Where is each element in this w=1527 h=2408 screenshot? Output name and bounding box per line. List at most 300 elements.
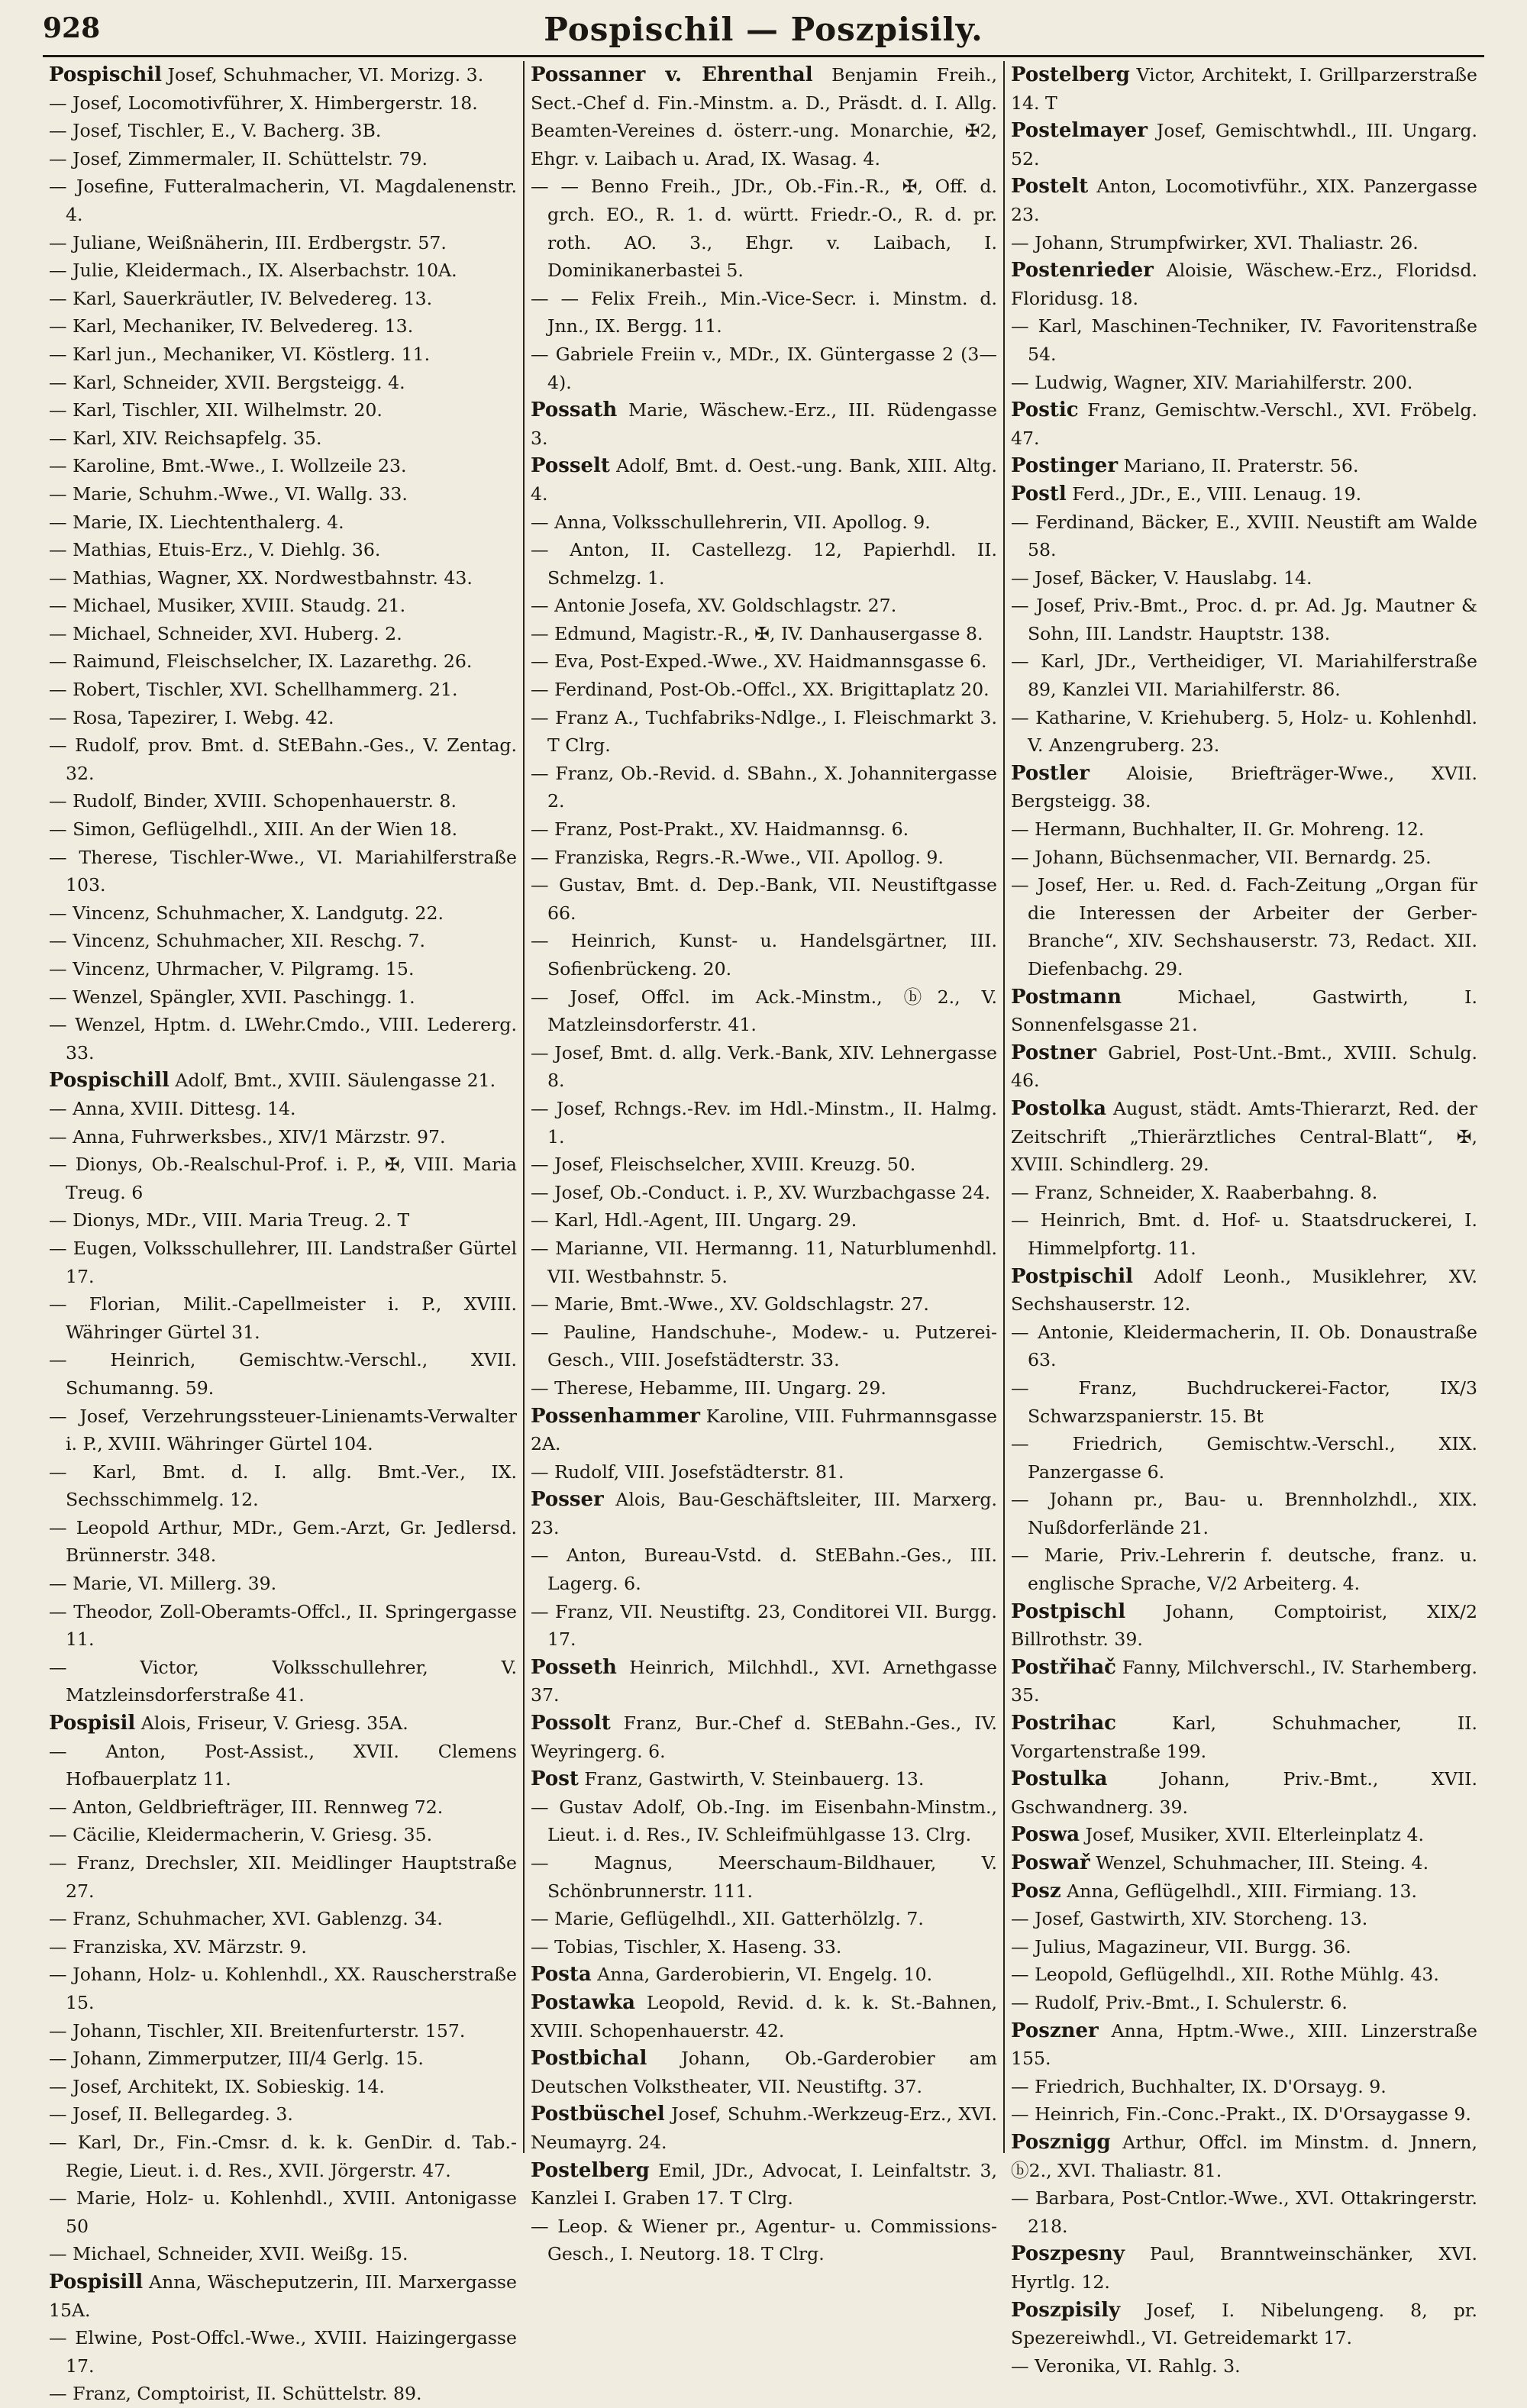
column-right <box>1003 61 1483 2377</box>
entry-text: — Therese, Tischler-Wwe., VI. Mariahilferstraße 103. <box>49 846 517 896</box>
directory-entry <box>531 508 997 537</box>
entry-text: — Dionys, MDr., VIII. Maria Treug. 2. T <box>49 1209 410 1231</box>
surname: Poswa <box>1011 1823 1080 1847</box>
entry-text: Johann, Ob.-Garderobier am Deutschen Volkstheater, VII. Neustiftg. 37. <box>531 2048 997 2097</box>
entry-text: Josef, Musiker, XVII. Elterleinplatz 4. <box>1080 1824 1424 1846</box>
entry-text: Karoline, VIII. Fuhrmannsgasse 2A. <box>531 1405 997 1455</box>
entry-text: Anna, Hptm.-Wwe., XIII. Linzerstraße 155. <box>1011 2019 1477 2070</box>
entry-text: Anna, Garderobierin, VI. Engelg. 10. <box>591 1964 933 1986</box>
header-rule <box>43 55 1484 57</box>
entry-text: — Josef, Zimmermaler, II. Schüttelstr. 79. <box>49 147 428 169</box>
surname: Postic <box>1011 399 1079 422</box>
directory-entry <box>49 1849 517 1905</box>
surname: Postbichal <box>531 2047 647 2071</box>
entry-text: — Juliane, Weißnäherin, III. Erdbergstr. 57. <box>49 231 447 253</box>
directory-entry <box>531 173 997 284</box>
surname: Postelberg <box>531 2158 650 2182</box>
entry-text: — Franziska, Regrs.-R.-Wwe., VII. Apollog. 9. <box>531 846 944 868</box>
entry-text: Marie, Wäschew.-Erz., III. Rüdengasse 3. <box>531 399 997 449</box>
entry-text: — Marie, IX. Liechtenthalerg. 4. <box>49 511 344 533</box>
entry-text: — Wenzel, Spängler, XVII. Paschingg. 1. <box>49 986 415 1008</box>
directory-entry <box>531 676 997 704</box>
directory-entry <box>49 1346 517 1402</box>
surname-entry <box>49 61 517 89</box>
entry-text: Josef, Schuhm.-Werkzeug-Erz., XVI. Neumayrg. 24. <box>531 2103 997 2153</box>
directory-entry <box>49 1151 517 1206</box>
directory-entry <box>531 647 997 676</box>
surname: Pospisil <box>49 1712 136 1735</box>
entry-text: Adolf, Bmt. d. Oest.-ung. Bank, XIII. Altg. 4. <box>531 455 997 505</box>
entry-text: — Hermann, Buchhalter, II. Gr. Mohreng. 12. <box>1011 818 1425 841</box>
surname-entry <box>531 1961 997 1989</box>
surname-entry <box>531 1654 997 1709</box>
surname: Postpischil <box>1011 1264 1134 1288</box>
directory-entry <box>531 871 997 927</box>
entry-text: — Gustav, Bmt. d. Dep.-Bank, VII. Neustiftgasse 66. <box>531 874 997 924</box>
surname: Pospisill <box>49 2270 144 2293</box>
entry-text: — Vincenz, Schuhmacher, X. Landgutg. 22. <box>49 902 444 924</box>
entry-text: — Josef, Architekt, IX. Sobieskig. 14. <box>49 2075 385 2097</box>
directory-entry <box>49 1403 517 1458</box>
directory-entry <box>49 145 517 173</box>
entry-text: — Mathias, Wagner, XX. Nordwestbahnstr. 43. <box>49 566 473 589</box>
surname-entry <box>1011 1765 1477 1821</box>
entry-text: — Rosa, Tapezirer, I. Webg. 42. <box>49 706 334 728</box>
directory-entry <box>49 1821 517 1849</box>
entry-text: — Josef, Locomotivführer, X. Himbergerstr. 18. <box>49 92 478 114</box>
directory-entry <box>531 1095 997 1151</box>
surname-entry <box>531 396 997 452</box>
directory-entry <box>531 1374 997 1403</box>
directory-entry <box>49 1290 517 1346</box>
entry-text: Franz, Bur.-Chef d. StEBahn.-Ges., IV. Weyringerg. 6. <box>531 1712 997 1762</box>
entry-text: — Karl, Sauerkräutler, IV. Belvedereg. 13. <box>49 287 433 309</box>
entry-text: — Johann, Zimmerputzer, III/4 Gerlg. 15. <box>49 2048 424 2070</box>
entry-text: Adolf Leonh., Musiklehrer, XV. Sechshauserstr. 12. <box>1011 1265 1477 1315</box>
entry-text: — Julie, Kleidermach., IX. Alserbachstr. 10A. <box>49 260 457 282</box>
directory-entry <box>531 1206 997 1235</box>
directory-entry <box>1011 647 1477 703</box>
directory-entry <box>531 1319 997 1374</box>
surname-entry <box>531 2045 997 2100</box>
directory-entry <box>1011 2184 1477 2240</box>
directory-entry <box>49 2324 517 2380</box>
entry-text: — Franz, Post-Prakt., XV. Haidmannsg. 6. <box>531 818 909 841</box>
directory-entry <box>49 2129 517 2184</box>
directory-entry <box>531 620 997 648</box>
entry-text: — Karl, Maschinen-Techniker, IV. Favoritenstraße 54. <box>1011 315 1477 365</box>
surname-entry <box>531 1709 997 1765</box>
surname-entry <box>1011 1598 1477 1654</box>
directory-entry <box>531 844 997 872</box>
entry-text: Fanny, Milchverschl., IV. Starhemberg. 35. <box>1011 1656 1477 1706</box>
entry-text: — Franziska, XV. Märzstr. 9. <box>49 1935 307 1958</box>
entry-text: — Franz, Ob.-Revid. d. SBahn., X. Johannitergasse 2. <box>531 762 997 812</box>
surname-entry <box>1011 1039 1477 1095</box>
surname: Postinger <box>1011 454 1119 478</box>
directory-entry <box>1011 1905 1477 1933</box>
directory-entry <box>1011 2073 1477 2101</box>
directory-entry <box>49 1123 517 1151</box>
directory-entry <box>49 2073 517 2101</box>
entry-text: — Dionys, Ob.-Realschul-Prof. i. P., ✠, VIII. Maria Treug. 6 <box>49 1154 517 1203</box>
directory-entry <box>531 536 997 592</box>
entry-text: Karl, Schuhmacher, II. Vorgartenstraße 199. <box>1011 1712 1477 1762</box>
directory-entry <box>1011 592 1477 647</box>
entry-text: — Franz, Comptoirist, II. Schüttelstr. 89. <box>49 2383 422 2405</box>
directory-entry <box>531 1039 997 1095</box>
entry-text: Aloisie, Briefträger-Wwe., XVII. Bergsteigg. 38. <box>1011 762 1477 812</box>
directory-entry <box>531 760 997 815</box>
surname-entry <box>1011 2297 1477 2352</box>
entry-text: — Pauline, Handschuhe-, Modew.- u. Putzerei-Gesch., VIII. Josefstädterstr. 33. <box>531 1321 997 1371</box>
surname-entry <box>1011 1821 1477 1849</box>
entry-text: Alois, Friseur, V. Griesg. 35A. <box>135 1712 408 1735</box>
surname-entry <box>49 1067 517 1095</box>
surname-entry <box>1011 2129 1477 2184</box>
entry-text: — Leopold, Geflügelhdl., XII. Rothe Mühlg. 43. <box>1011 1964 1439 1986</box>
directory-entry <box>531 983 997 1039</box>
entry-text: Paul, Branntweinschänker, XVI. Hyrtlg. 12. <box>1011 2243 1477 2293</box>
directory-entry <box>49 2380 517 2408</box>
column-left <box>43 61 523 2405</box>
entry-text: Ferd., JDr., E., VIII. Lenaug. 19. <box>1066 483 1362 505</box>
directory-entry <box>49 564 517 592</box>
entry-text: — Karl, Mechaniker, IV. Belvedereg. 13. <box>49 315 414 337</box>
entry-text: — Eugen, Volksschullehrer, III. Landstraßer Gürtel 17. <box>49 1237 517 1287</box>
entry-text: — Tobias, Tischler, X. Haseng. 33. <box>531 1935 842 1958</box>
directory-entry <box>49 1458 517 1514</box>
surname: Postbüschel <box>531 2103 665 2126</box>
surname: Postl <box>1011 482 1067 505</box>
directory-entry <box>531 1541 997 1597</box>
entry-text: — Heinrich, Fin.-Conc.-Prakt., IX. D'Orsaygasse 9. <box>1011 2103 1471 2126</box>
directory-entry <box>49 2184 517 2240</box>
entry-text: — Anton, Bureau-Vstd. d. StEBahn.-Ges., III. Lagerg. 6. <box>531 1545 997 1595</box>
directory-entry <box>531 1598 997 1654</box>
directory-entry <box>49 508 517 537</box>
entry-text: — Simon, Geflügelhdl., XIII. An der Wien 18. <box>49 818 458 841</box>
entry-text: Johann, Comptoirist, XIX/2 Billrothstr. 39. <box>1011 1600 1477 1651</box>
directory-entry <box>49 676 517 704</box>
entry-text: — Wenzel, Hptm. d. LWehr.Cmdo., VIII. Ledererg. 33. <box>49 1014 517 1064</box>
directory-entry <box>1011 1989 1477 2017</box>
page-header <box>43 11 1484 53</box>
entry-text: Benjamin Freih., Sect.-Chef d. Fin.-Minstm. a. D., Präsdt. d. I. Allg. Beamten-Vereines d. österr.-ung. Monarchie, ✠2, Ehgr. v. Laibach u. Arad, IX. Wasag. 4. <box>531 64 997 169</box>
surname-entry <box>1011 257 1477 312</box>
entry-text: — Friedrich, Gemischtw.-Verschl., XIX. Panzergasse 6. <box>1011 1433 1477 1483</box>
entry-text: — Barbara, Post-Cntlor.-Wwe., XVI. Ottakringerstr. 218. <box>1011 2187 1477 2237</box>
directory-entry <box>49 424 517 453</box>
directory-entry <box>49 844 517 899</box>
entry-text: — Robert, Tischler, XVI. Schellhammerg. 21. <box>49 679 458 701</box>
directory-entry <box>49 480 517 508</box>
directory-entry <box>1011 1961 1477 1989</box>
entry-text: — Rudolf, prov. Bmt. d. StEBahn.-Ges., V. Zentag. 32. <box>49 734 517 784</box>
entry-text: — Magnus, Meerschaum-Bildhauer, V. Schönbrunnerstr. 111. <box>531 1852 997 1902</box>
entry-text: — Franz, Schuhmacher, XVI. Gablenzg. 34. <box>49 1908 443 1930</box>
surname-entry <box>1011 480 1477 508</box>
directory-entry <box>49 1905 517 1933</box>
entry-text: — Karoline, Bmt.-Wwe., I. Wollzeile 23. <box>49 455 407 477</box>
directory-entry <box>49 2240 517 2268</box>
directory-entry <box>1011 508 1477 564</box>
directory-entry <box>49 312 517 341</box>
entry-text: Mariano, II. Praterstr. 56. <box>1118 455 1359 477</box>
surname: Posznigg <box>1011 2130 1111 2154</box>
directory-entry <box>49 1570 517 1598</box>
surname-entry <box>531 1403 997 1458</box>
entry-text: — Karl, Dr., Fin.-Cmsr. d. k. k. GenDir. d. Tab.-Regie, Lieut. i. d. Res., XVII. Jörgerstr. 47. <box>49 2131 517 2181</box>
entry-text: — Josef, Ob.-Conduct. i. P., XV. Wurzbachgasse 24. <box>531 1181 991 1203</box>
entry-text: — Michael, Musiker, XVIII. Staudg. 21. <box>49 595 406 617</box>
directory-entry <box>49 1793 517 1822</box>
surname: Posselt <box>531 454 610 478</box>
directory-entry <box>531 1849 997 1905</box>
directory-entry <box>531 1151 997 1179</box>
surname: Post <box>531 1767 579 1791</box>
surname-entry <box>1011 2240 1477 2296</box>
surname: Postelt <box>1011 175 1089 199</box>
directory-entry <box>49 1598 517 1654</box>
entry-text: — Marie, Schuhm.-Wwe., VI. Wallg. 33. <box>49 483 408 505</box>
directory-entry <box>1011 1374 1477 1430</box>
directory-entry <box>1011 815 1477 844</box>
entry-text: — — Felix Freih., Min.-Vice-Secr. i. Minstm. d. Jnn., IX. Bergg. 11. <box>531 287 997 337</box>
entry-text: Emil, JDr., Advocat, I. Leinfaltstr. 3, Kanzlei I. Graben 17. T Clrg. <box>531 2159 997 2209</box>
entry-text: Wenzel, Schuhmacher, III. Steing. 4. <box>1090 1852 1429 1874</box>
directory-entry <box>49 620 517 648</box>
entry-text: — Anna, XVIII. Dittesg. 14. <box>49 1097 296 1119</box>
entry-text: — Josef, Gastwirth, XIV. Storcheng. 13. <box>1011 1908 1368 1930</box>
entry-text: — Cäcilie, Kleidermacherin, V. Griesg. 35. <box>49 1824 433 1846</box>
surname-entry <box>49 2268 517 2324</box>
entry-text: Heinrich, Milchhdl., XVI. Arnethgasse 37. <box>531 1656 997 1706</box>
surname: Postmann <box>1011 985 1122 1009</box>
entry-text: Johann, Priv.-Bmt., XVII. Gschwandnerg. 39. <box>1011 1768 1477 1818</box>
directory-entry <box>1011 2100 1477 2129</box>
directory-entry <box>531 2213 997 2268</box>
entry-text: — Franz A., Tuchfabriks-Ndlge., I. Fleischmarkt 3. T Clrg. <box>531 706 997 757</box>
entry-text: — Johann, Büchsenmacher, VII. Bernardg. 25. <box>1011 846 1432 868</box>
surname: Poszpesny <box>1011 2242 1125 2266</box>
directory-entry <box>531 1235 997 1290</box>
entry-text: — Josef, II. Bellegardeg. 3. <box>49 2103 293 2126</box>
surname-entry <box>1011 2017 1477 2073</box>
entry-text: — Josef, Priv.-Bmt., Proc. d. pr. Ad. Jg. Mautner & Sohn, III. Landstr. Hauptstr. 138. <box>1011 595 1477 644</box>
directory-entry <box>1011 871 1477 983</box>
surname: Posz <box>1011 1879 1061 1903</box>
surname: Postrihac <box>1011 1712 1116 1735</box>
entry-text: — Antonie Josefa, XV. Goldschlagstr. 27. <box>531 595 897 617</box>
surname: Postulka <box>1011 1767 1108 1791</box>
surname-entry <box>531 1765 997 1793</box>
directory-entry <box>49 1206 517 1235</box>
surname-entry <box>531 61 997 173</box>
surname: Possath <box>531 399 618 422</box>
entry-text: — Edmund, Magistr.-R., ✠, IV. Danhausergasse 8. <box>531 622 983 644</box>
surname: Postler <box>1011 761 1090 785</box>
entry-text: — Rudolf, VIII. Josefstädterstr. 81. <box>531 1461 844 1483</box>
running-head: Pospischil — Poszpisily. <box>544 11 983 48</box>
entry-text: — Vincenz, Schuhmacher, XII. Reschg. 7. <box>49 930 426 952</box>
entry-text: — Karl, Tischler, XII. Wilhelmstr. 20. <box>49 399 383 421</box>
entry-text: — Marie, Holz- u. Kohlenhdl., XVIII. Antonigasse 50 <box>49 2187 517 2237</box>
surname-entry <box>531 1989 997 2045</box>
directory-entry <box>49 1738 517 1793</box>
entry-text: — Johann pr., Bau- u. Brennholzhdl., XIX. Nußdorferlände 21. <box>1011 1489 1477 1538</box>
directory-entry <box>49 341 517 369</box>
directory-entry <box>49 899 517 928</box>
directory-entry <box>1011 1179 1477 1207</box>
directory-entry <box>49 452 517 480</box>
entry-text: — Antonie, Kleidermacherin, II. Ob. Donaustraße 63. <box>1011 1321 1477 1371</box>
directory-entry <box>49 927 517 955</box>
directory-entry <box>49 257 517 285</box>
surname-entry <box>531 2157 997 2213</box>
directory-entry <box>49 1961 517 2016</box>
entry-text: — Mathias, Etuis-Erz., V. Diehlg. 36. <box>49 539 381 561</box>
entry-text: — Julius, Magazineur, VII. Burgg. 36. <box>1011 1935 1351 1958</box>
entry-text: — Gabriele Freiin v., MDr., IX. Güntergasse 2 (3—4). <box>531 343 997 393</box>
entry-text: — Friedrich, Buchhalter, IX. D'Orsayg. 9. <box>1011 2075 1387 2097</box>
directory-entry <box>49 1654 517 1709</box>
surname: Postřihač <box>1011 1655 1116 1679</box>
entry-text: Anna, Geflügelhdl., XIII. Firmiang. 13. <box>1061 1880 1418 1902</box>
directory-entry <box>531 1179 997 1207</box>
directory-entry <box>49 2017 517 2045</box>
entry-text: — Josef, Offcl. im Ack.-Minstm., ⓑ2., V. Matzleinsdorferstr. 41. <box>531 986 997 1036</box>
entry-text: — Karl, Bmt. d. I. allg. Bmt.-Ver., IX. Sechsschimmelg. 12. <box>49 1461 517 1511</box>
directory-entry <box>1011 1541 1477 1597</box>
surname-entry <box>1011 61 1477 117</box>
surname-entry <box>1011 396 1477 452</box>
entry-text: Josef, Gemischtwhdl., III. Ungarg. 52. <box>1011 120 1477 169</box>
surname-entry <box>1011 117 1477 173</box>
surname: Postpischl <box>1011 1599 1126 1623</box>
entry-text: — Johann, Holz- u. Kohlenhdl., XX. Rauscherstraße 15. <box>49 1964 517 2013</box>
entry-text: — Rudolf, Priv.-Bmt., I. Schulerstr. 6. <box>1011 1991 1348 2013</box>
surname-entry <box>1011 1654 1477 1709</box>
entry-text: — Katharine, V. Kriehuberg. 5, Holz- u. Kohlenhdl. V. Anzengruberg. 23. <box>1011 706 1477 757</box>
directory-entry <box>49 89 517 118</box>
entry-text: — Anna, Fuhrwerksbes., XIV/1 Märzstr. 97. <box>49 1125 446 1148</box>
directory-entry <box>49 396 517 424</box>
surname: Postner <box>1011 1041 1096 1064</box>
directory-entry <box>49 815 517 844</box>
directory-entry <box>531 815 997 844</box>
surname-entry <box>1011 1849 1477 1877</box>
directory-entry <box>1011 1206 1477 1262</box>
entry-text: — Ludwig, Wagner, XIV. Mariahilferstr. 200. <box>1011 371 1413 393</box>
directory-entry <box>49 229 517 257</box>
entry-text: August, städt. Amts-Thierarzt, Red. der Zeitschrift „Thierärztliches Central-Blatt“, ✠, XVIII. Schindlerg. 29. <box>1011 1097 1477 1176</box>
column-middle <box>523 61 1003 2265</box>
directory-entry <box>49 1514 517 1570</box>
entry-text: — Heinrich, Bmt. d. Hof- u. Staatsdruckerei, I. Himmelpfortg. 11. <box>1011 1209 1477 1259</box>
entry-text: — Karl jun., Mechaniker, VI. Köstlerg. 11. <box>49 343 431 365</box>
directory-entry <box>49 369 517 397</box>
entry-text: — Elwine, Post-Offcl.-Wwe., XVIII. Haizingergasse 17. <box>49 2327 517 2377</box>
directory-entry <box>531 1793 997 1849</box>
directory-entry <box>49 173 517 228</box>
directory-entry <box>49 704 517 732</box>
directory-entry <box>1011 2352 1477 2381</box>
directory-entry <box>49 1235 517 1290</box>
entry-text: — Josef, Fleischselcher, XVIII. Kreuzg. 50. <box>531 1154 916 1176</box>
surname: Possolt <box>531 1712 611 1735</box>
entry-text: Adolf, Bmt., XVIII. Säulengasse 21. <box>169 1070 496 1092</box>
directory-entry <box>49 536 517 564</box>
directory-entry <box>531 1933 997 1961</box>
surname: Postelmayer <box>1011 119 1148 143</box>
entry-text: — Franz, VII. Neustiftg. 23, Conditorei VII. Burgg. 17. <box>531 1600 997 1651</box>
entry-text: — Marie, Bmt.-Wwe., XV. Goldschlagstr. 27. <box>531 1293 929 1315</box>
entry-text: — Therese, Hebamme, III. Ungarg. 29. <box>531 1377 886 1399</box>
surname: Postawka <box>531 1990 635 2014</box>
entry-text: — Franz, Buchdruckerei-Factor, IX/3 Schwarzspanierstr. 15. Bt <box>1011 1377 1477 1427</box>
directory-entry <box>49 2045 517 2073</box>
directory-entry <box>1011 312 1477 368</box>
directory-entry <box>49 983 517 1012</box>
directory-entry <box>1011 1933 1477 1961</box>
entry-text: — Anton, Post-Assist., XVII. Clemens Hofbauerplatz 11. <box>49 1740 517 1790</box>
surname-entry <box>1011 983 1477 1039</box>
entry-text: — Anton, Geldbriefträger, III. Rennweg 72. <box>49 1796 444 1818</box>
entry-text: — Leop. & Wiener pr., Agentur- u. Commissions-Gesch., I. Neutorg. 18. T Clrg. <box>531 2215 997 2265</box>
directory-entry <box>1011 1319 1477 1374</box>
entry-text: — Rudolf, Binder, XVIII. Schopenhauerstr. 8. <box>49 790 457 812</box>
surname: Postolka <box>1011 1096 1106 1120</box>
entry-text: — Raimund, Fleischselcher, IX. Lazarethg. 26. <box>49 650 473 673</box>
directory-entry <box>531 1290 997 1319</box>
directory-entry <box>49 647 517 676</box>
directory-entry <box>49 285 517 313</box>
surname: Poswař <box>1011 1851 1090 1874</box>
directory-entry <box>531 1905 997 1933</box>
directory-entry <box>49 1011 517 1067</box>
entry-text: — Josef, Tischler, E., V. Bacherg. 3B. <box>49 120 382 142</box>
entry-text: — Josef, Bäcker, V. Hauslabg. 14. <box>1011 566 1312 589</box>
directory-entry <box>1011 369 1477 397</box>
entry-text: — Josef, Her. u. Red. d. Fach-Zeitung „Organ für die Interessen der Arbeiter der Gerber-Branche“, XIV. Sechshauserstr. 73, Redact. XII. Diefenbachg. 29. <box>1011 874 1477 980</box>
surname: Pospischill <box>49 1069 169 1093</box>
surname: Postelberg <box>1011 63 1130 86</box>
entry-text: — Michael, Schneider, XVII. Weißg. 15. <box>49 2243 408 2265</box>
entry-text: — Florian, Milit.-Capellmeister i. P., XVIII. Währinger Gürtel 31. <box>49 1293 517 1343</box>
entry-text: — Theodor, Zoll-Oberamts-Offcl., II. Springergasse 11. <box>49 1600 517 1651</box>
entry-text: — Eva, Post-Exped.-Wwe., XV. Haidmannsgasse 6. <box>531 650 987 673</box>
entry-text: — Johann, Strumpfwirker, XVI. Thaliastr. 26. <box>1011 231 1419 253</box>
entry-text: — Johann, Tischler, XII. Breitenfurterstr. 157. <box>49 2019 466 2042</box>
surname-entry <box>49 1709 517 1738</box>
entry-text: Anna, Wäscheputzerin, III. Marxergasse 15A. <box>49 2271 517 2321</box>
entry-text: — Ferdinand, Post-Ob.-Offcl., XX. Brigittaplatz 20. <box>531 679 989 701</box>
entry-text: — Gustav Adolf, Ob.-Ing. im Eisenbahn-Minstm., Lieut. i. d. Res., IV. Schleifmühlgasse 13. Clrg. <box>531 1796 997 1846</box>
surname: Posseth <box>531 1655 617 1679</box>
surname-entry <box>1011 760 1477 815</box>
surname: Poszner <box>1011 2019 1099 2042</box>
entry-text: — Marianne, VII. Hermanng. 11, Naturblumenhdl. VII. Westbahnstr. 5. <box>531 1237 997 1287</box>
surname: Poszpisily <box>1011 2298 1121 2322</box>
surname: Posta <box>531 1963 592 1987</box>
directory-entry <box>49 2100 517 2129</box>
surname: Postenrieder <box>1011 259 1154 282</box>
entry-text: — Victor, Volksschullehrer, V. Matzleinsdorferstraße 41. <box>49 1656 517 1706</box>
entry-text: Franz, Gastwirth, V. Steinbauerg. 13. <box>578 1768 925 1790</box>
entry-text: — Franz, Schneider, X. Raaberbahng. 8. <box>1011 1181 1378 1203</box>
entry-text: Josef, Schuhmacher, VI. Morizg. 3. <box>162 64 484 86</box>
